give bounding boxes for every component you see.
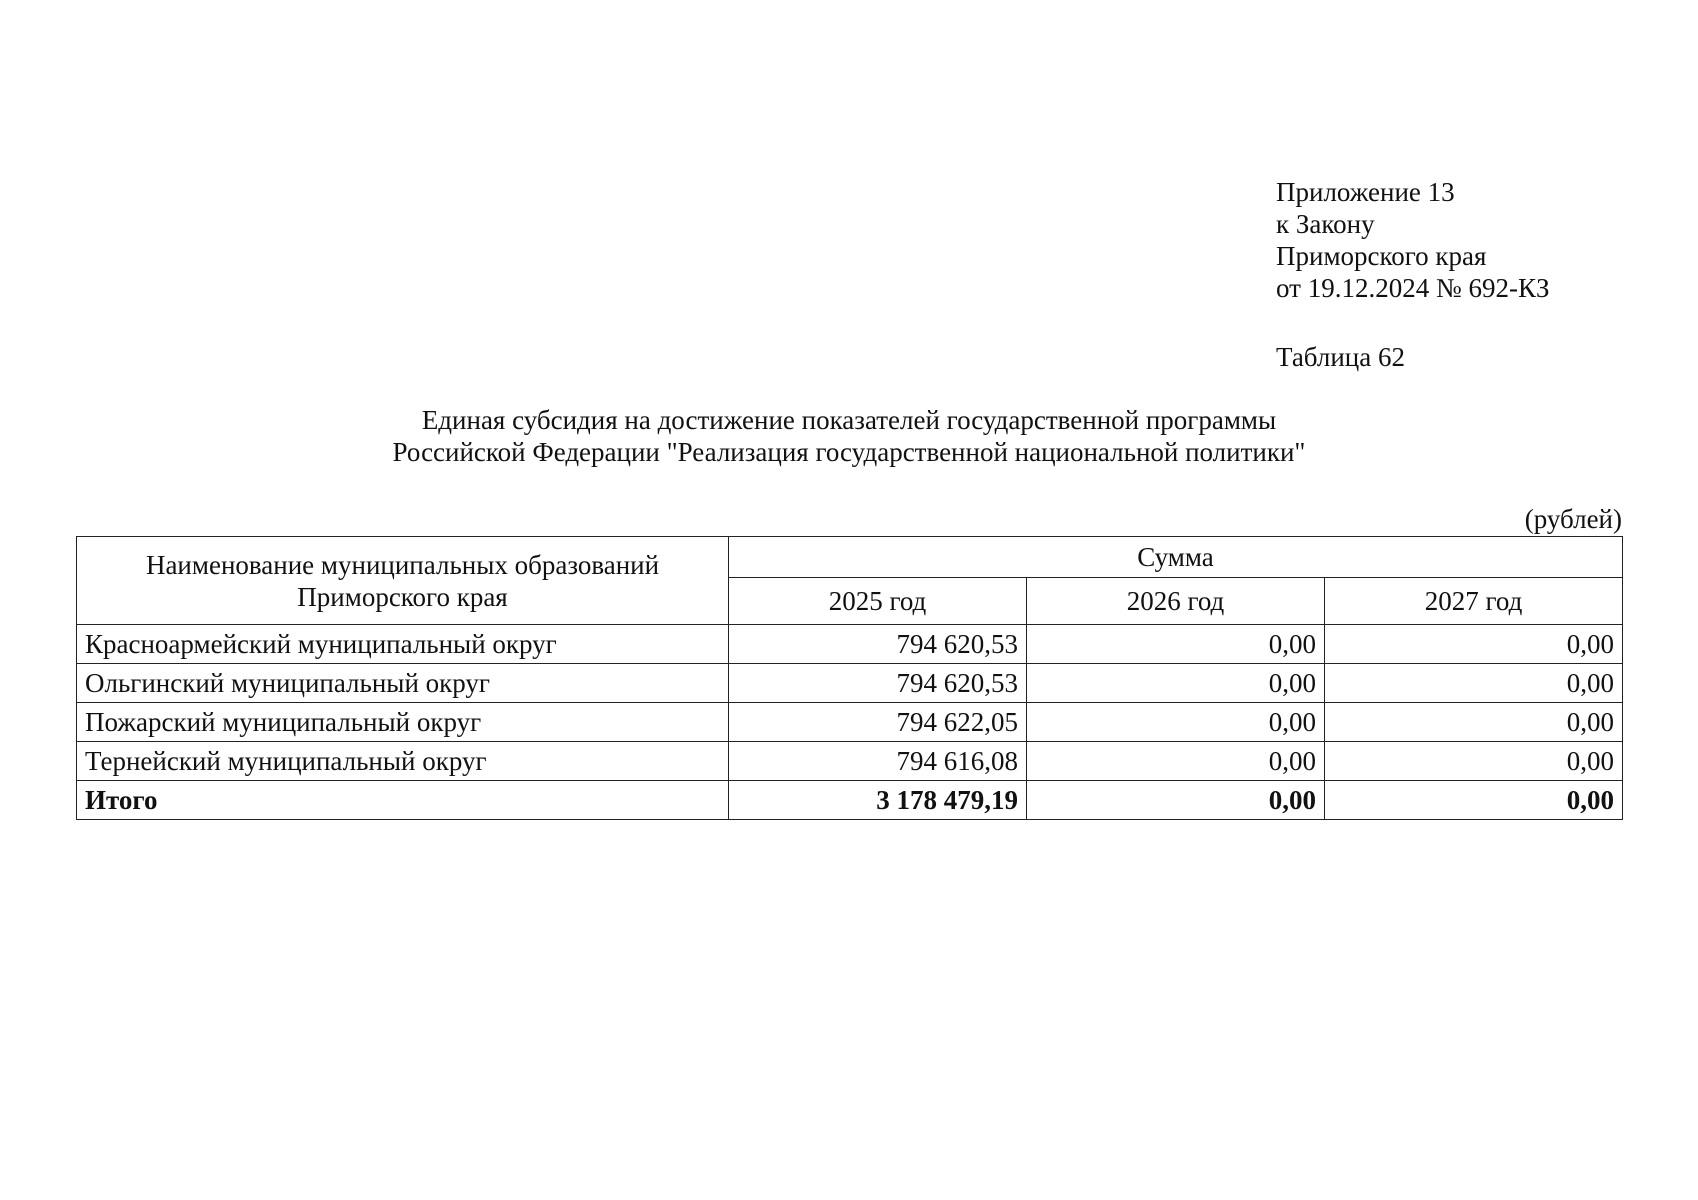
table-row: [77, 742, 1623, 781]
currency-unit: (рублей): [1524, 504, 1622, 534]
table-row: [77, 625, 1623, 664]
municipality-name: Красноармейский муниципальный округ: [77, 625, 729, 664]
total-label: Итого: [77, 781, 729, 820]
header-year-2026: 2026 год: [1027, 578, 1325, 625]
total-2027: 0,00: [1325, 781, 1623, 820]
annex-law-ref: к Закону: [1276, 209, 1375, 239]
amount-2027: 0,00: [1325, 625, 1623, 664]
municipality-name: Ольгинский муниципальный округ: [77, 664, 729, 703]
header-municipality-name: [77, 537, 729, 625]
annex-region: Приморского края: [1276, 241, 1487, 271]
amount-2026: 0,00: [1027, 742, 1325, 781]
total-2026: 0,00: [1027, 781, 1325, 820]
subsidy-table: [76, 536, 1623, 820]
amount-2027: 0,00: [1325, 703, 1623, 742]
amount-2027: 0,00: [1325, 742, 1623, 781]
table-row: [77, 703, 1623, 742]
document-title-line-2: Российской Федерации "Реализация государственной национальной политики": [392, 437, 1306, 467]
annex-date-number: от 19.12.2024 № 692-КЗ: [1276, 273, 1550, 303]
amount-2025: 794 616,08: [729, 742, 1027, 781]
header-municipality-name-line-1: Наименование муниципальных образований: [145, 549, 660, 580]
total-2025: 3 178 479,19: [729, 781, 1027, 820]
amount-2026: 0,00: [1027, 625, 1325, 664]
header-municipality-name-line-2: Приморского края: [297, 581, 508, 612]
header-sum: Сумма: [729, 537, 1623, 578]
amount-2026: 0,00: [1027, 703, 1325, 742]
header-year-2025: 2025 год: [729, 578, 1027, 625]
document-title: [0, 404, 1698, 468]
annex-reference: [1276, 176, 1549, 304]
amount-2026: 0,00: [1027, 664, 1325, 703]
table-number: Таблица 62: [1276, 342, 1405, 372]
table-row: [77, 664, 1623, 703]
annex-number: Приложение 13: [1276, 177, 1455, 207]
amount-2025: 794 620,53: [729, 664, 1027, 703]
header-year-2027: 2027 год: [1325, 578, 1623, 625]
document-title-line-1: Единая субсидия на достижение показателей государственной программы: [421, 405, 1277, 435]
municipality-name: Пожарский муниципальный округ: [77, 703, 729, 742]
amount-2025: 794 620,53: [729, 625, 1027, 664]
total-row: [77, 781, 1623, 820]
amount-2027: 0,00: [1325, 664, 1623, 703]
amount-2025: 794 622,05: [729, 703, 1027, 742]
municipality-name: Тернейский муниципальный округ: [77, 742, 729, 781]
